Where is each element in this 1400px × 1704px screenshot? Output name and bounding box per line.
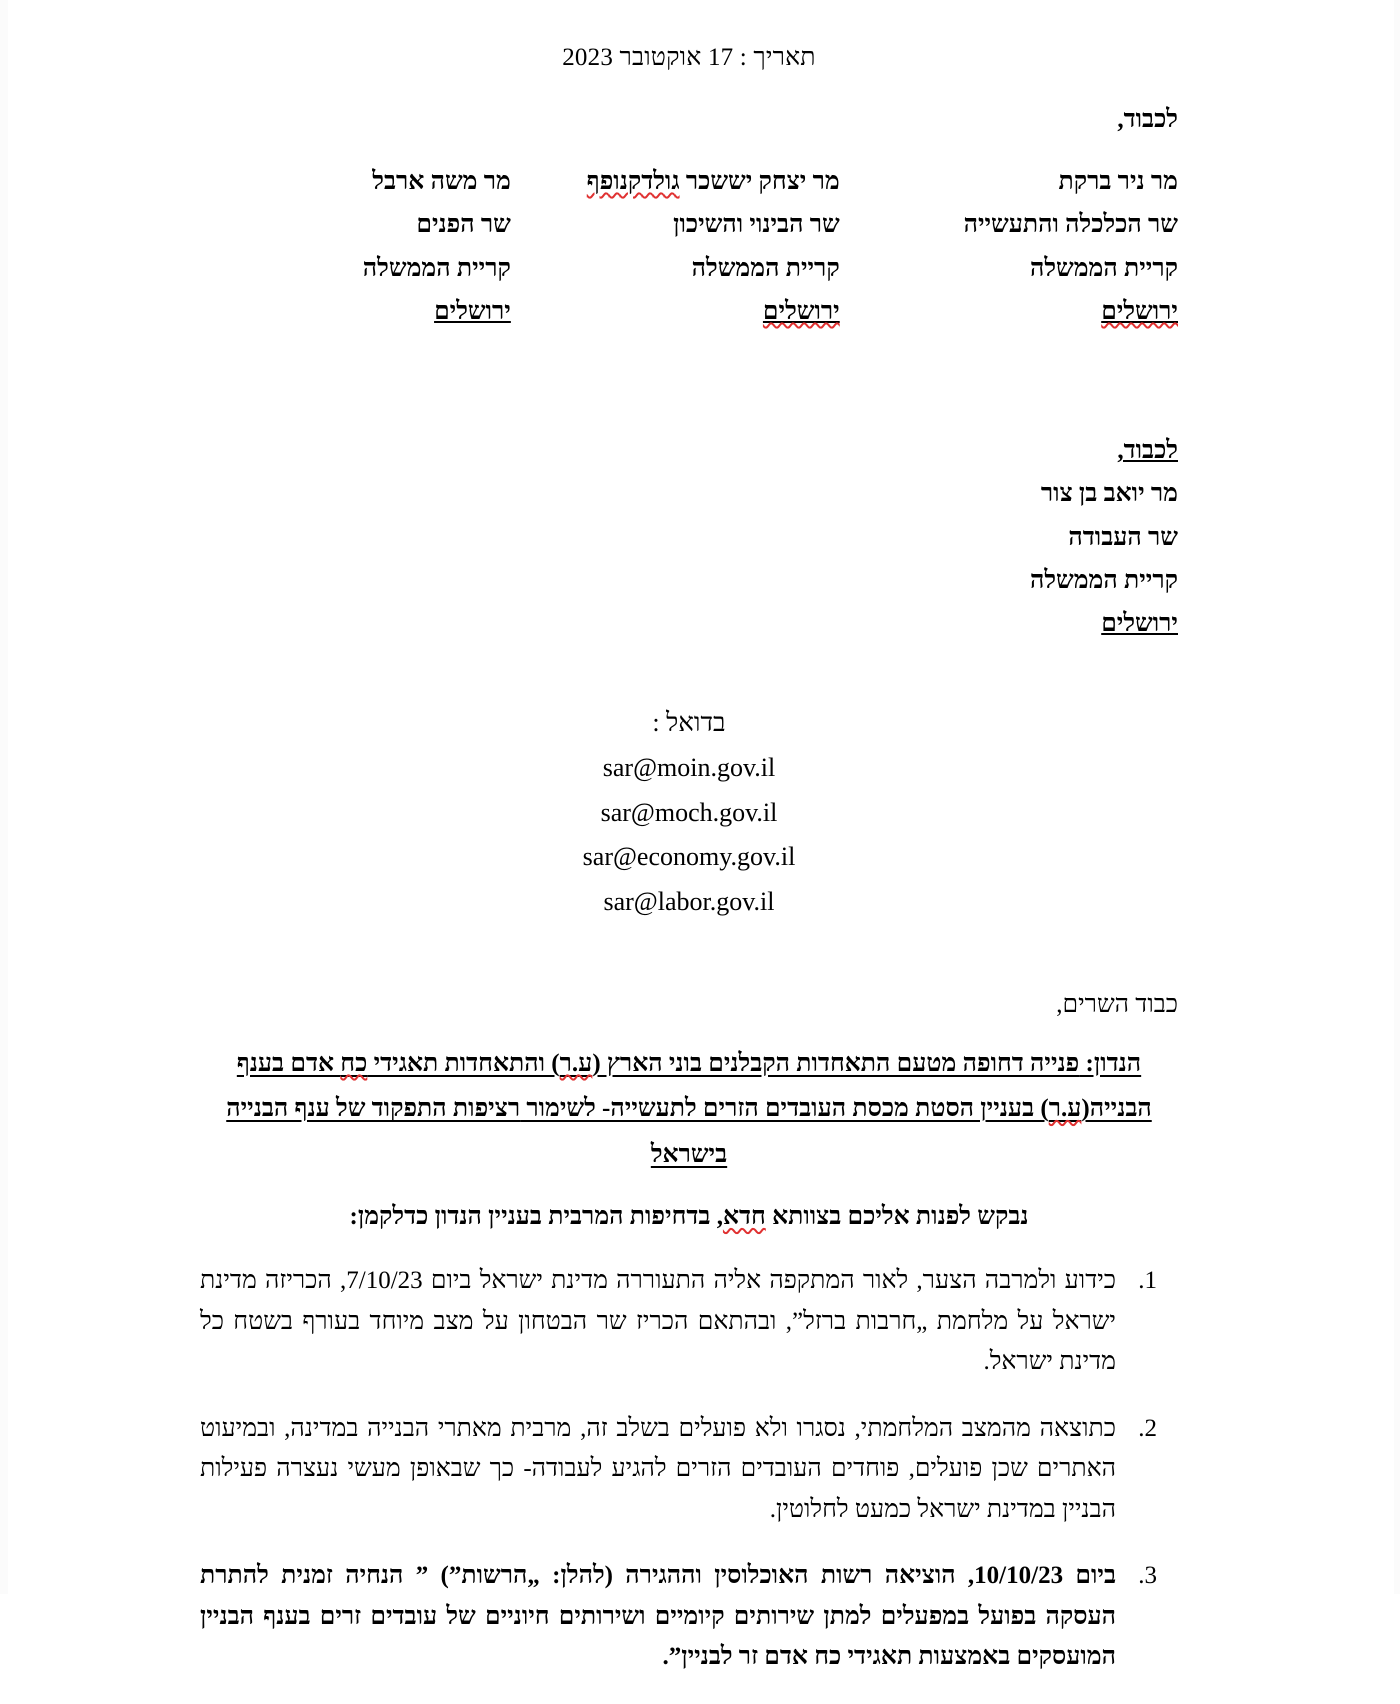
request-line-b: , בדחיפות המרבית בעניין הנדון כדלקמן:: [349, 1203, 723, 1231]
list-item: 3. ביום 10/10/23, הוציאה רשות האוכלוסין וההגירה (להלן: „הרשות”) ” הנחיה זמנית להתרת העסקה בפועל במפעלים למתן שירותים קיומיים ושירותים חיוניים של עובדים זרים בענף הבניין המועסקים באמצעות תאגידי כח אדם זר לבניין”.: [200, 1556, 1132, 1678]
recipient-office: קריית הממשלה: [1029, 254, 1178, 282]
recipient-second-name: מר יואב בן צור: [1040, 480, 1178, 508]
recipient-name-surname: גולדקנופף: [586, 168, 680, 195]
subject-spell-2: ע.ר: [1048, 1095, 1082, 1123]
recipient-office: קריית הממשלה: [691, 254, 840, 282]
request-spell: חדא: [722, 1203, 766, 1231]
recipient-name-prefix: מר יצחק יששכר: [679, 168, 840, 195]
email-label: בדואל :: [652, 708, 726, 738]
email-block: [200, 701, 1178, 925]
email-address[interactable]: sar@economy.gov.il: [582, 842, 796, 872]
recipient-goldknopf: [529, 160, 858, 333]
subject-line2-a: אדם בענף הבנייה(: [236, 1049, 1152, 1123]
recipient-barkat: [858, 160, 1178, 333]
recipient-title: שר הפנים: [416, 211, 511, 239]
date-line: תאריך : 17 אוקטובר 2023: [562, 44, 816, 71]
subject-spell-kach: כח: [340, 1049, 368, 1077]
salutation: כבוד השרים,: [1056, 990, 1178, 1018]
subject-spell-1: ע.ר: [559, 1049, 593, 1077]
request-line-a: נבקש לפנות אליכם בצוותא: [765, 1203, 1029, 1231]
subject-line2-b: ) בעניין הסטת מכסת העובדים הזרים לתעשייה- לשימור: [520, 1095, 1049, 1123]
recipient-name: מר משה ארבל: [372, 168, 511, 195]
recipient-city: ירושלים: [762, 297, 840, 325]
numbered-list: [200, 1261, 1178, 1678]
email-address[interactable]: sar@moch.gov.il: [600, 797, 778, 827]
recipients-row: [200, 160, 1178, 333]
recipient-title: שר הבינוי והשיכון: [673, 211, 840, 239]
list-item: 1. כידוע ולמרבה הצער, לאור המתקפה אליה התעוררה מדינת ישראל ביום 7/10/23, הכריזה מדינת ישראל על מלחמת „חרבות ברזל”, ובהתאם הכריז שר הבטחון על מצב מיוחד בעורף בשטח כל מדינת ישראל.: [200, 1261, 1132, 1383]
recipient-city: ירושלים: [1101, 297, 1178, 325]
recipient-name: מר ניר ברקת: [1058, 168, 1178, 195]
page-left-edge: [0, 0, 8, 1594]
page-right-edge: [1394, 0, 1400, 1594]
recipient-second-city: ירושלים: [1101, 610, 1178, 637]
recipient-arbel: [200, 160, 529, 333]
subject-lead: הנדון:: [1079, 1049, 1142, 1077]
recipient-office: קריית הממשלה: [362, 254, 511, 282]
email-address[interactable]: sar@labor.gov.il: [603, 887, 775, 917]
recipient-city: ירושלים: [434, 297, 511, 325]
subject-line1-b: ) והתאחדות תאגידי: [367, 1049, 560, 1077]
request-line: [200, 1203, 1178, 1231]
recipients-heading: לכבוד,: [1117, 106, 1178, 133]
list-item: 2. כתוצאה מהמצב המלחמתי, נסגרו ולא פועלים בשלב זה, מרבית מאתרי הבנייה במדינה, ובמיעוט האתרים שכן פועלים, פוחדים העובדים הזרים להגיע לעבודה- כך שבאופן מעשי נעצרה פעילות הבניין במדינת ישראל כמעט לחלוטין.: [200, 1409, 1132, 1531]
subject-line3: רציפות התפקוד של ענף הבנייה בישראל: [226, 1095, 728, 1168]
recipient-name: [529, 160, 840, 203]
recipient-title: שר הכלכלה והתעשייה: [963, 211, 1178, 239]
subject-heading: [200, 1041, 1178, 1178]
recipient-second-heading: לכבוד,: [1117, 437, 1178, 464]
recipient-second-block: [200, 429, 1178, 645]
email-address[interactable]: sar@moin.gov.il: [602, 752, 776, 782]
recipient-second-office: קריית הממשלה: [1029, 566, 1178, 594]
subject-line1-a: פנייה דחופה מטעם התאחדות הקבלנים בוני הארץ (: [592, 1049, 1080, 1077]
recipient-second-title: שר העבודה: [1068, 523, 1178, 551]
